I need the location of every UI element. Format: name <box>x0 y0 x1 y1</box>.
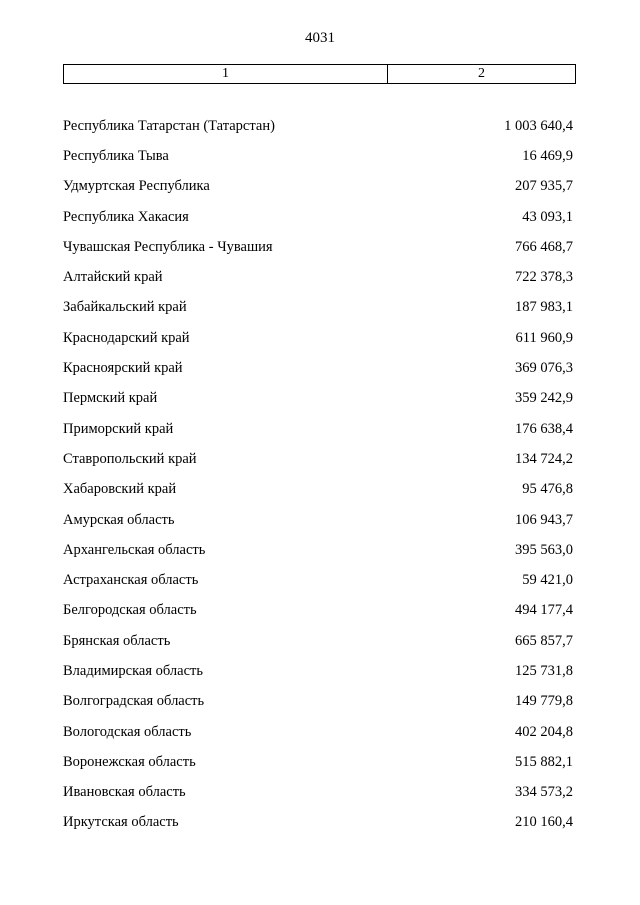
region-table-body <box>63 111 573 838</box>
region-value: 515 882,1 <box>515 753 573 770</box>
table-row <box>63 414 573 444</box>
region-value: 149 779,8 <box>515 693 573 710</box>
table-row <box>63 323 573 353</box>
region-name: Республика Татарстан (Татарстан) <box>63 117 275 134</box>
region-name: Республика Хакасия <box>63 208 189 225</box>
column-header-2: 2 <box>478 66 485 81</box>
region-value: 95 476,8 <box>522 481 573 498</box>
table-row <box>63 141 573 171</box>
region-name: Ставропольский край <box>63 450 197 467</box>
table-row <box>63 475 573 505</box>
region-name: Республика Тыва <box>63 147 169 164</box>
region-value: 106 943,7 <box>515 511 573 528</box>
region-value: 494 177,4 <box>515 602 573 619</box>
region-name: Астраханская область <box>63 572 199 589</box>
table-row <box>63 262 573 292</box>
region-value: 59 421,0 <box>522 572 573 589</box>
region-name: Чувашская Республика - Чувашия <box>63 238 273 255</box>
table-row <box>63 172 573 202</box>
table-row <box>63 656 573 686</box>
region-name: Архангельская область <box>63 541 206 558</box>
table-row <box>63 384 573 414</box>
table-row <box>63 202 573 232</box>
table-row <box>63 505 573 535</box>
region-value: 722 378,3 <box>515 269 573 286</box>
region-name: Забайкальский край <box>63 299 187 316</box>
region-name: Алтайский край <box>63 269 163 286</box>
table-row <box>63 687 573 717</box>
region-name: Волгоградская область <box>63 693 205 710</box>
region-name: Владимирская область <box>63 662 203 679</box>
table-row <box>63 626 573 656</box>
table-row <box>63 747 573 777</box>
region-name: Брянская область <box>63 632 171 649</box>
table-row <box>63 596 573 626</box>
table-row <box>63 111 573 141</box>
region-name: Пермский край <box>63 390 158 407</box>
region-value: 16 469,9 <box>522 147 573 164</box>
region-value: 611 960,9 <box>515 329 573 346</box>
region-name: Ивановская область <box>63 784 186 801</box>
region-value: 43 093,1 <box>522 208 573 225</box>
region-value: 134 724,2 <box>515 450 573 467</box>
region-value: 187 983,1 <box>515 299 573 316</box>
region-value: 334 573,2 <box>515 784 573 801</box>
table-row <box>63 353 573 383</box>
region-name: Красноярский край <box>63 360 183 377</box>
page-number: 4031 <box>305 30 335 46</box>
region-value: 125 731,8 <box>515 662 573 679</box>
region-value: 369 076,3 <box>515 360 573 377</box>
table-row <box>63 565 573 595</box>
region-value: 210 160,4 <box>515 814 573 831</box>
table-row <box>63 808 573 838</box>
column-header-table <box>63 64 576 84</box>
region-name: Воронежская область <box>63 753 196 770</box>
region-value: 207 935,7 <box>515 178 573 195</box>
region-name: Приморский край <box>63 420 174 437</box>
region-value: 359 242,9 <box>515 390 573 407</box>
region-value: 1 003 640,4 <box>504 117 573 134</box>
region-name: Краснодарский край <box>63 329 190 346</box>
table-row <box>63 717 573 747</box>
region-value: 176 638,4 <box>515 420 573 437</box>
region-value: 665 857,7 <box>515 632 573 649</box>
region-name: Удмуртская Республика <box>63 178 210 195</box>
region-value: 395 563,0 <box>515 541 573 558</box>
region-name: Белгородская область <box>63 602 197 619</box>
table-row <box>63 232 573 262</box>
region-name: Иркутская область <box>63 814 179 831</box>
table-row <box>63 778 573 808</box>
region-value: 402 204,8 <box>515 723 573 740</box>
table-row <box>63 293 573 323</box>
table-row <box>63 535 573 565</box>
region-name: Хабаровский край <box>63 481 177 498</box>
column-header-1: 1 <box>64 65 388 83</box>
table-row <box>63 444 573 474</box>
region-value: 766 468,7 <box>515 238 573 255</box>
region-name: Амурская область <box>63 511 175 528</box>
region-name: Вологодская область <box>63 723 192 740</box>
